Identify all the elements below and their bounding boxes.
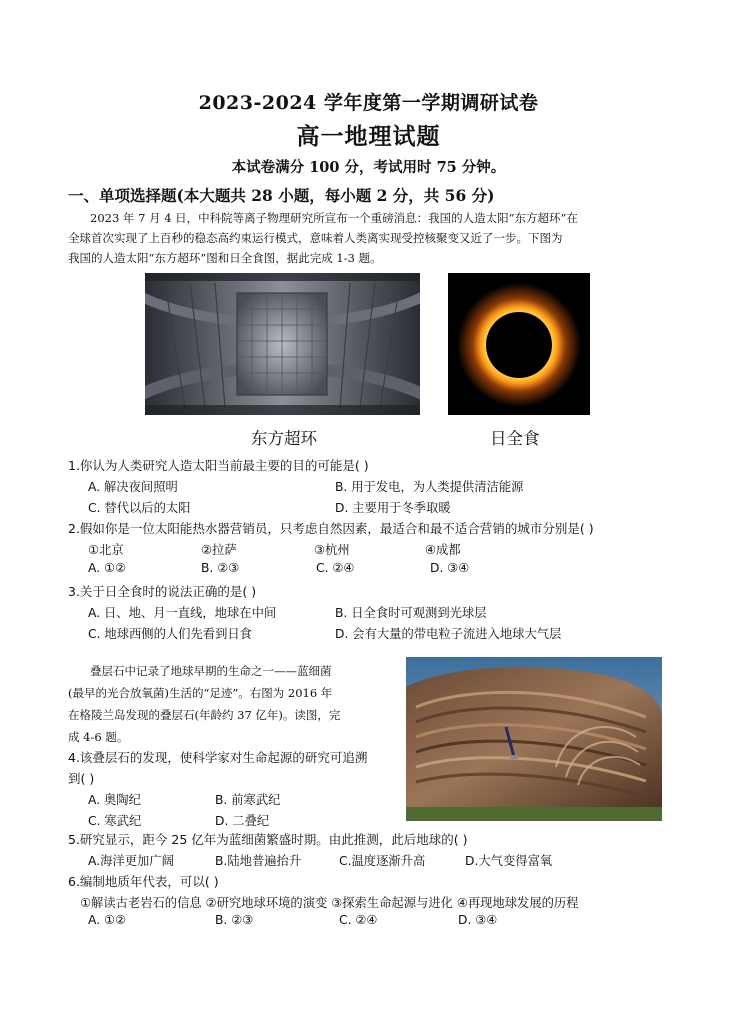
q1-option-a: A. 解决夜间照明 (88, 480, 178, 494)
q3-option-a: A. 日、地、月一直线，地球在中间 (88, 606, 277, 620)
question-5: 5.研究显示，距今 25 亿年为蓝细菌繁盛时期。由此推测，此后地球的( ) (68, 832, 468, 847)
q1-option-b: B. 用于发电，为人类提供清洁能源 (335, 480, 524, 494)
question-4-cont: 到( ) (68, 771, 95, 786)
intro-line-3: 我国的人造太阳“东方超环”图和日全食图，据此完成 1-3 题。 (68, 251, 382, 265)
intro2-line-3: 在格陵兰岛发现的叠层石(年龄约 37 亿年)。读图，完 (68, 708, 341, 722)
q6-choices: ①解读古老岩石的信息 ②研究地球环境的演变 ③探索生命起源与进化 ④再现地球发展的历程 (80, 896, 579, 910)
q5-option-c: C.温度逐渐升高 (339, 854, 426, 868)
q1-option-c: C. 替代以后的太阳 (88, 501, 191, 515)
q2-option-d: D. ③④ (430, 561, 470, 575)
exam-info: 本试卷满分 100 分，考试用时 75 分钟。 (231, 159, 506, 176)
q2-option-c: C. ②④ (316, 561, 355, 575)
q4-option-d: D. 二叠纪 (215, 814, 270, 828)
q5-option-b: B.陆地普遍抬升 (215, 854, 302, 868)
eclipse-image (448, 273, 590, 415)
exam-title: 2023-2024 学年度第一学期调研试卷 (198, 92, 539, 114)
q6-option-c: C. ②④ (339, 913, 378, 927)
eclipse-caption: 日全食 (490, 429, 540, 448)
question-6: 6.编制地质年代表，可以( ) (68, 874, 219, 889)
intro2-line-4: 成 4-6 题。 (68, 730, 129, 744)
q5-option-a: A.海洋更加广阔 (88, 854, 174, 868)
q2-choice-4: ④成都 (425, 543, 461, 557)
q3-option-d: D. 会有大量的带电粒子流进入地球大气层 (335, 627, 562, 641)
intro2-line-2: (最早的光合放氧菌)生活的“足迹”。右图为 2016 年 (68, 686, 333, 700)
question-3: 3.关于日全食时的说法正确的是( ) (68, 584, 257, 599)
question-1: 1.你认为人类研究人造太阳当前最主要的目的可能是( ) (68, 458, 369, 473)
q4-option-a: A. 奥陶纪 (88, 793, 141, 807)
tokamak-image (145, 273, 420, 415)
question-4: 4.该叠层石的发现，使科学家对生命起源的研究可追溯 (68, 750, 368, 765)
q4-option-c: C. 寒武纪 (88, 814, 142, 828)
question-2: 2.假如你是一位太阳能热水器营销员，只考虑自然因素，最适合和最不适合营销的城市分别是( ) (68, 521, 594, 536)
q2-option-a: A. ①② (88, 561, 127, 575)
q2-option-b: B. ②③ (201, 561, 240, 575)
q2-choice-2: ②拉萨 (201, 543, 237, 557)
q5-option-d: D.大气变得富氧 (465, 854, 553, 868)
q6-option-b: B. ②③ (215, 913, 254, 927)
q2-choice-3: ③杭州 (314, 543, 350, 557)
q6-option-a: A. ①② (88, 913, 127, 927)
q6-option-d: D. ③④ (458, 913, 498, 927)
section-heading: 一、单项选择题(本大题共 28 小题，每小题 2 分，共 56 分) (68, 186, 495, 205)
q4-option-b: B. 前寒武纪 (215, 793, 281, 807)
q1-option-d: D. 主要用于冬季取暖 (335, 501, 451, 515)
tokamak-caption: 东方超环 (251, 429, 317, 448)
q3-option-b: B. 日全食时可观测到光球层 (335, 606, 487, 620)
q3-option-c: C. 地球西侧的人们先看到日食 (88, 627, 252, 641)
stromatolite-image (406, 657, 662, 821)
subject-title: 高一地理试题 (296, 123, 441, 150)
intro-line-2: 全球首次实现了上百秒的稳态高约束运行模式，意味着人类离实现受控核聚变又近了一步。下图为 (68, 231, 563, 245)
q2-choice-1: ①北京 (88, 543, 124, 557)
intro2-line-1: 叠层石中记录了地球早期的生命之一——蓝细菌 (90, 664, 332, 678)
intro-line-1: 2023 年 7 月 4 日，中科院等离子物理研究所宣布一个重磅消息：我国的人造太阳“东方超环”在 (90, 211, 578, 225)
